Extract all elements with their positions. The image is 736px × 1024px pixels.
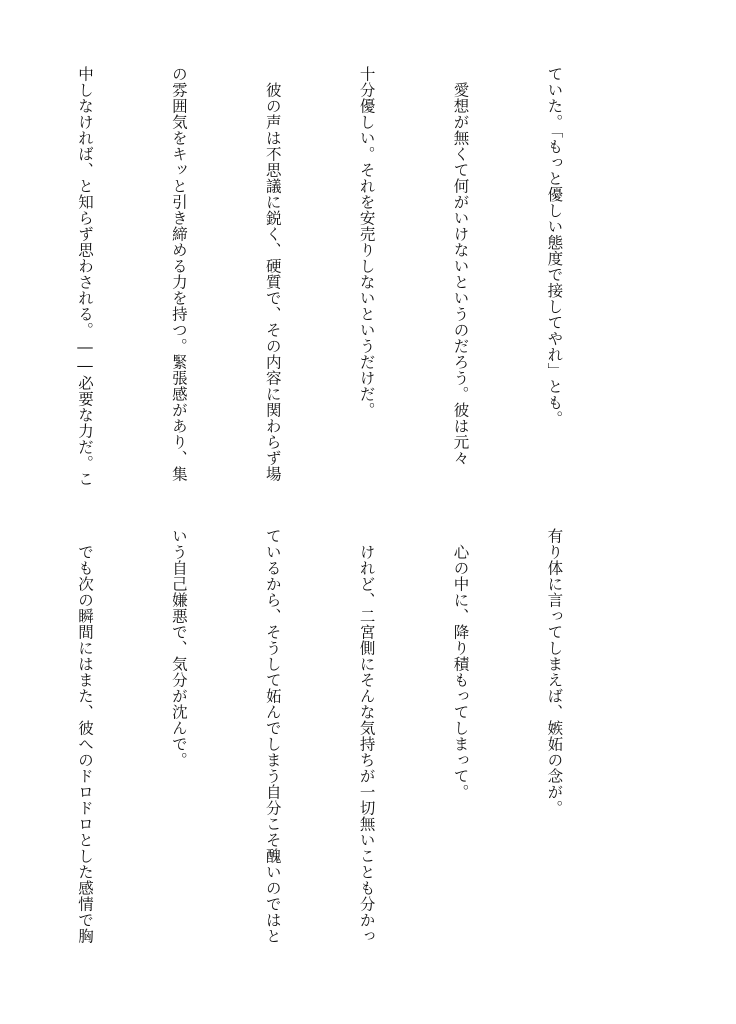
- text-line: けれど、二宮側にそんな気持ちが一切無いことも分かっ: [357, 528, 376, 944]
- text-line: 中しなければ、と知らず思わされる。――必要な力だ。こ: [75, 66, 94, 487]
- text-line: 彼の声は不思議に鋭く、硬質で、その内容に関わらず場: [263, 66, 282, 482]
- text-line: [0, 66, 6, 490]
- text-line: 有り体に言ってしまえば、嫉妬の念が。: [545, 528, 564, 816]
- text-line: でも次の瞬間にはまた、彼へのドロドロとした感情で胸: [75, 528, 94, 944]
- text-line: いう自己嫌悪で、気分が沈んで。: [169, 528, 188, 768]
- text-line: 心の中に、降り積もってしまって。: [451, 528, 470, 800]
- text-line: 十分優しい。それを安売りしないというだけだ。: [357, 66, 376, 418]
- text-line: ていた。「もっと優しい態度で接してやれ」とも。: [545, 66, 564, 427]
- text-line: ているから、そうして妬んでしまう自分こそ醜いのではと: [263, 528, 282, 944]
- text-line: 愛想が無くて何がいけないというのだろう。彼は元々: [451, 66, 470, 466]
- upper-text-block: [75, 66, 632, 490]
- text-line: [0, 528, 6, 952]
- lower-text-block: [75, 528, 632, 952]
- text-line: の雰囲気をキッと引き締める力を持つ。緊張感があり、集: [169, 66, 188, 482]
